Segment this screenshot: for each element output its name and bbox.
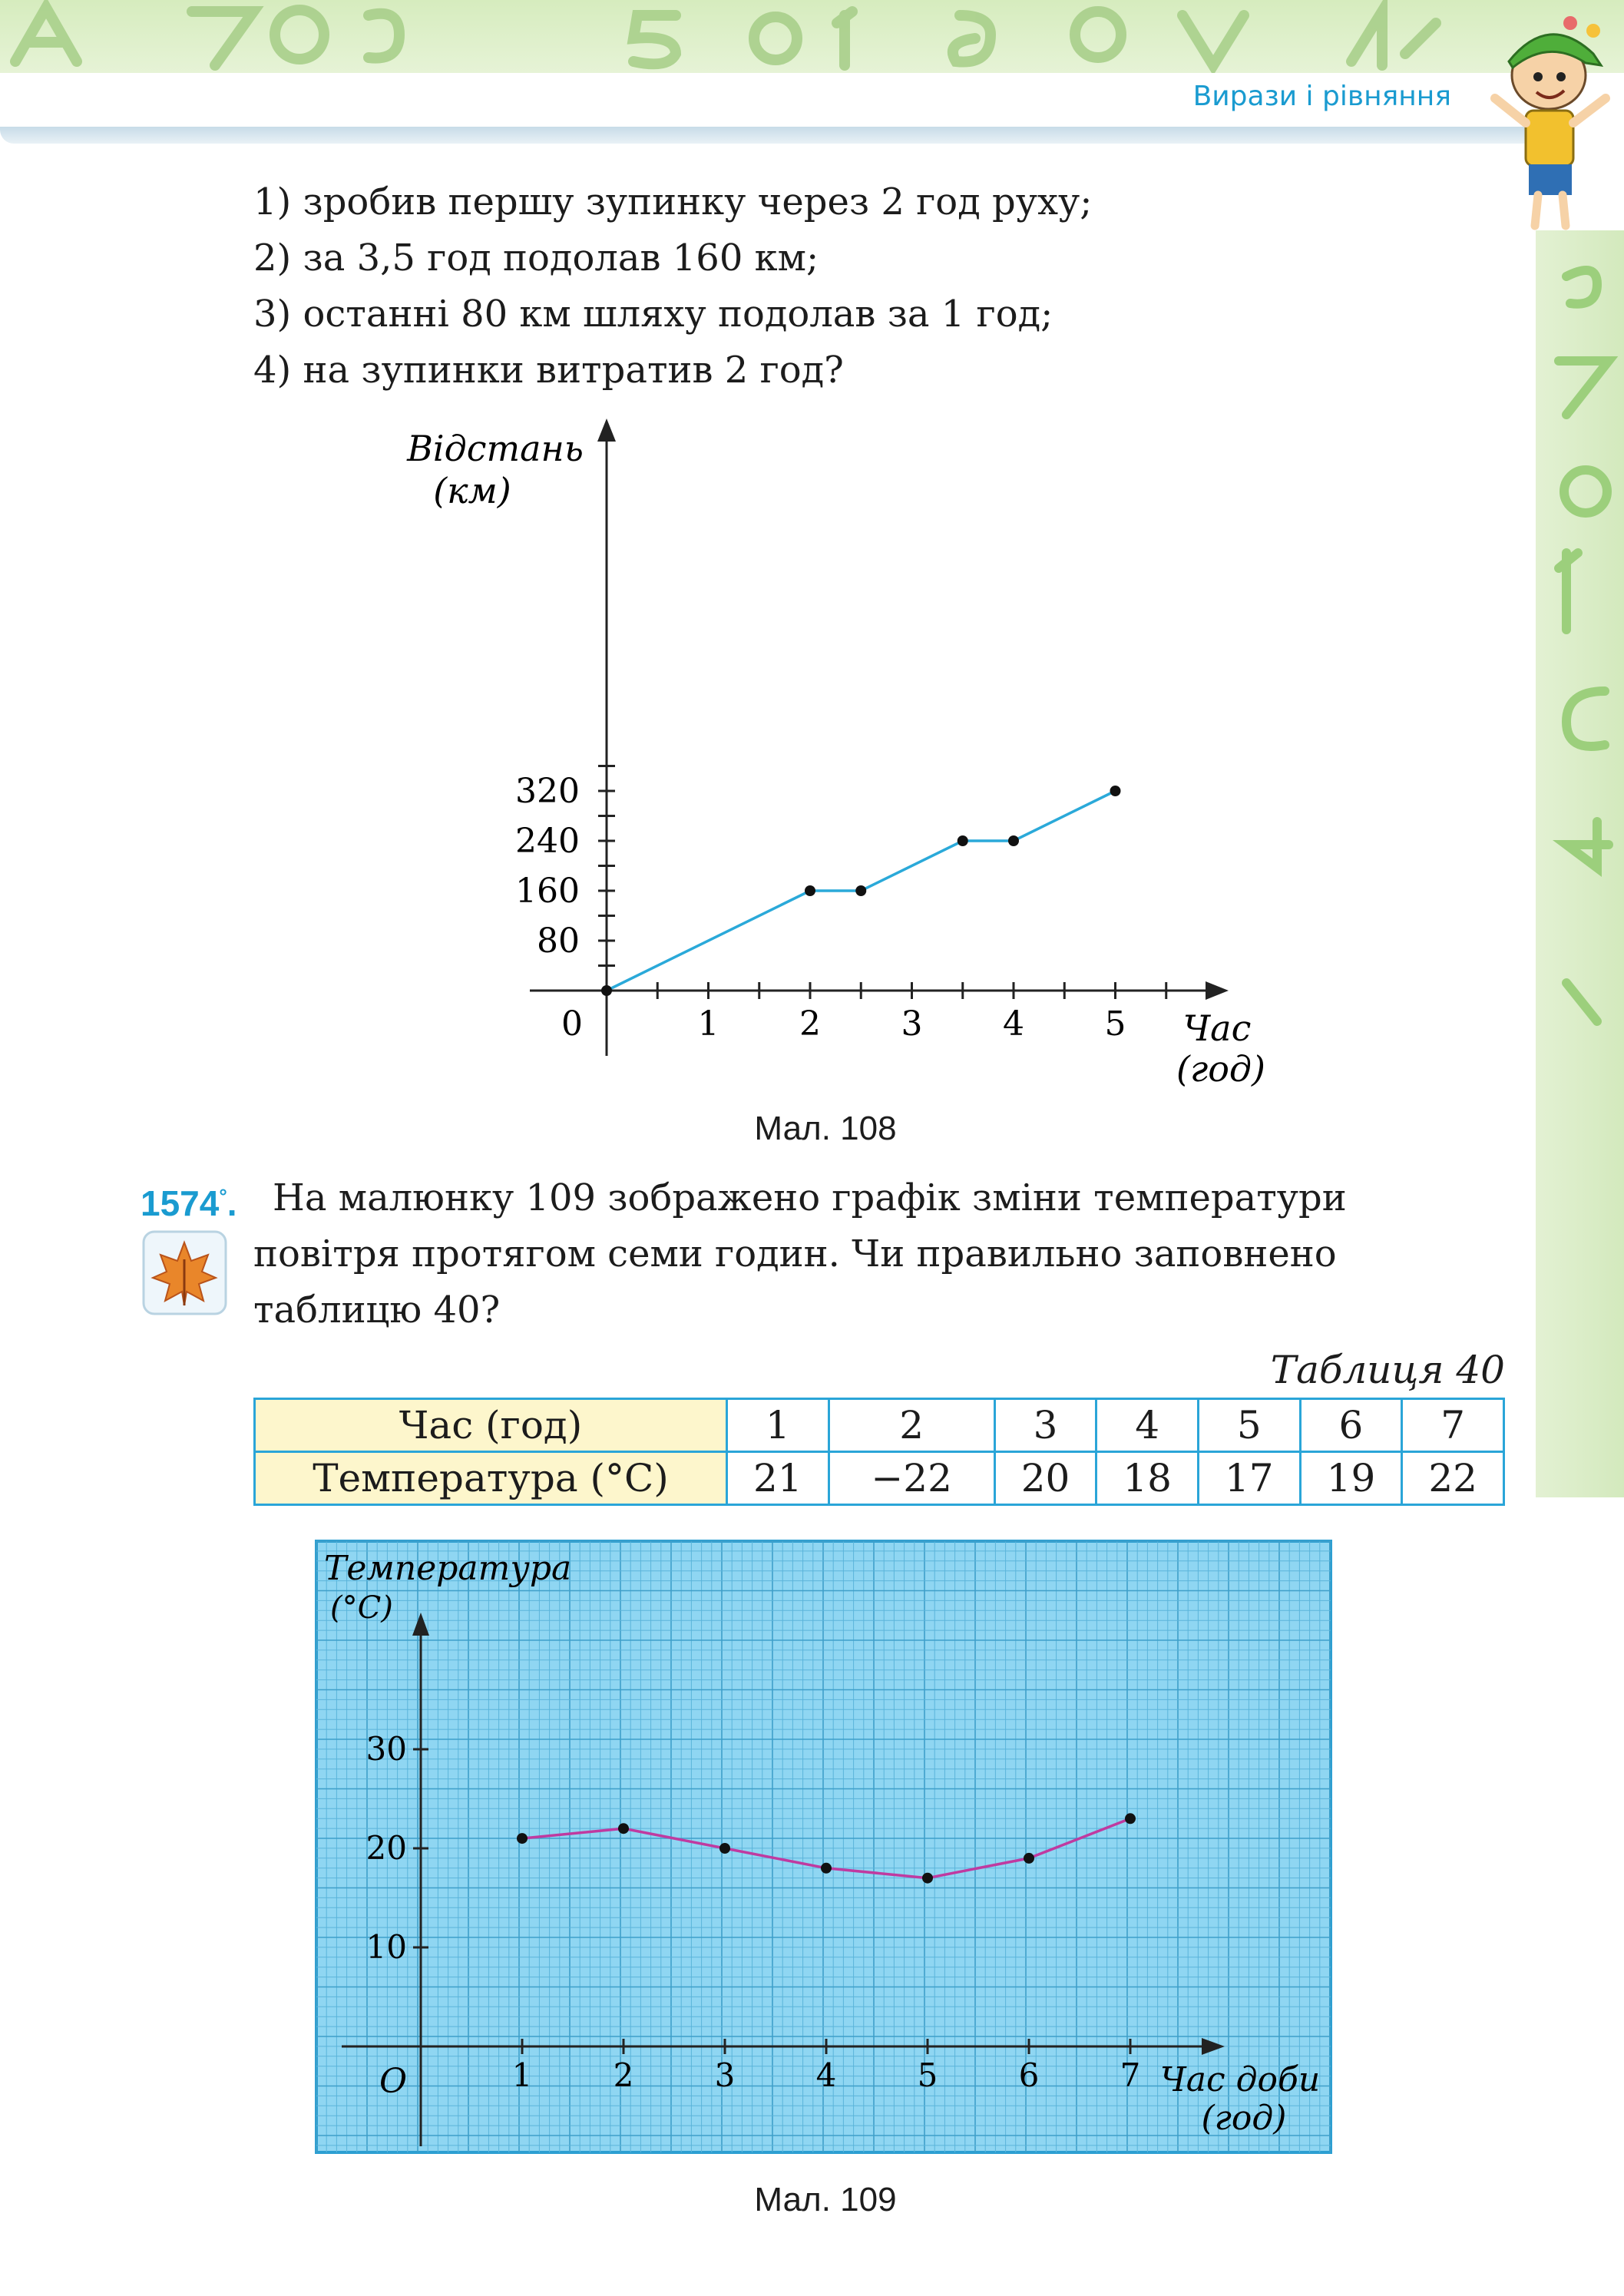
fig108-series [601, 786, 1121, 996]
fig108-x-arrow [1206, 981, 1229, 1000]
fig109-x-tick-label: 1 [511, 2056, 533, 2094]
fig109-yunit: (°С) [330, 1590, 393, 1626]
table-cell: 5 [1199, 1399, 1301, 1452]
table-40 [253, 1398, 1505, 1506]
problem-number: 1574°. [141, 1183, 237, 1223]
fig108-axes [530, 419, 1229, 1056]
fig109-data-point [922, 1873, 933, 1884]
table-cell: 4 [1096, 1399, 1199, 1452]
problem-text-line-1: На малюнку 109 зображено графік зміни температури [273, 1176, 1347, 1219]
fig108-data-point [601, 985, 612, 996]
fig108-xlabel: Час [1182, 1007, 1252, 1049]
fig109-ylabel: Температура [324, 1549, 572, 1588]
figure-109-caption: Мал. 109 [754, 2181, 897, 2218]
table-cell: 17 [1199, 1452, 1301, 1505]
fig108-x-tick-label: 4 [1003, 1004, 1024, 1044]
maple-leaf-icon [141, 1229, 229, 1317]
table-cell: 21 [727, 1452, 829, 1505]
problem-difficulty-mark: ° [219, 1184, 227, 1208]
fig109-y-tick-label: 20 [365, 1829, 407, 1867]
fig108-data-point [1008, 835, 1019, 846]
fig108-x-tick-label: 1 [697, 1004, 719, 1044]
problem-number-value: 1574 [141, 1183, 220, 1223]
fig108-yunit: (км) [433, 470, 511, 511]
table-cell: 3 [994, 1399, 1096, 1452]
temperature-graph [315, 1540, 1332, 2154]
table-cell: 2 [829, 1399, 994, 1452]
fig109-origin-label: O [379, 2062, 408, 2101]
fig108-ylabel: Відстань [407, 428, 584, 469]
fig108-xunit: (год) [1176, 1048, 1265, 1090]
fig108-data-point [958, 835, 968, 846]
problem-text-line-2: повітря протягом семи годин. Чи правильно заповнено [253, 1232, 1337, 1275]
fig109-y-tick-label: 10 [365, 1928, 407, 1966]
fig109-data-point [517, 1833, 528, 1844]
table-cell: 6 [1300, 1399, 1402, 1452]
fig109-data-point [719, 1843, 730, 1854]
fig109-x-tick-label: 4 [815, 2056, 837, 2094]
fig108-x-tick-label: 3 [901, 1004, 923, 1044]
table-cell: 20 [994, 1452, 1096, 1505]
section-title: Вирази і рівняння [1192, 81, 1451, 112]
table-40-title: Таблиця 40 [1270, 1348, 1505, 1392]
fig109-data-point [618, 1823, 629, 1834]
fig109-data-point [821, 1863, 832, 1874]
fig108-y-tick-label: 240 [515, 822, 580, 861]
figure-108-caption: Мал. 108 [754, 1110, 897, 1147]
table-cell: 7 [1402, 1399, 1504, 1452]
task-item-2: 2) за 3,5 год подолав 160 км; [253, 237, 819, 280]
fig109-x-tick-label: 2 [613, 2056, 634, 2094]
fig109-data-point [1125, 1813, 1136, 1824]
fig109-xlabel: Час доби [1159, 2060, 1321, 2099]
table-cell: 1 [727, 1399, 829, 1452]
fig109-xunit: (год) [1201, 2099, 1287, 2138]
fig108-y-tick-label: 80 [537, 921, 580, 961]
problem-text-line-3: таблицю 40? [253, 1289, 501, 1332]
fig108-data-point [855, 885, 866, 896]
table-header-temperature: Температура (°С) [255, 1452, 727, 1505]
fig109-x-tick-label: 6 [1018, 2056, 1040, 2094]
fig109-x-tick-label: 7 [1120, 2056, 1141, 2094]
fig109-y-tick-label: 30 [365, 1730, 407, 1768]
table-cell: 18 [1096, 1452, 1199, 1505]
fig108-x-tick-label: 5 [1104, 1004, 1126, 1044]
fig108-y-tick-label: 320 [515, 772, 580, 811]
fig108-data-point [805, 885, 815, 896]
fig109-x-tick-label: 5 [917, 2056, 938, 2094]
task-item-4: 4) на зупинки витратив 2 год? [253, 349, 844, 392]
table-row-temperature [255, 1452, 1504, 1505]
fig109-data-point [1024, 1853, 1034, 1864]
table-header-time: Час (год) [255, 1399, 727, 1452]
table-cell: −22 [829, 1452, 994, 1505]
table-row-time [255, 1399, 1504, 1452]
task-item-3: 3) останні 80 км шляху подолав за 1 год; [253, 293, 1053, 336]
table-cell: 22 [1402, 1452, 1504, 1505]
table-cell: 19 [1300, 1452, 1402, 1505]
fig108-origin-label: 0 [561, 1004, 583, 1044]
distance-time-graph [0, 0, 1624, 1113]
task-item-1: 1) зробив першу зупинку через 2 год руху; [253, 180, 1093, 223]
fig108-ticks [515, 766, 1166, 1044]
fig108-y-arrow [597, 419, 616, 442]
fig108-data-point [1110, 786, 1121, 796]
fig109-x-tick-label: 3 [714, 2056, 736, 2094]
fig108-y-tick-label: 160 [515, 872, 580, 911]
fig108-x-tick-label: 2 [799, 1004, 821, 1044]
